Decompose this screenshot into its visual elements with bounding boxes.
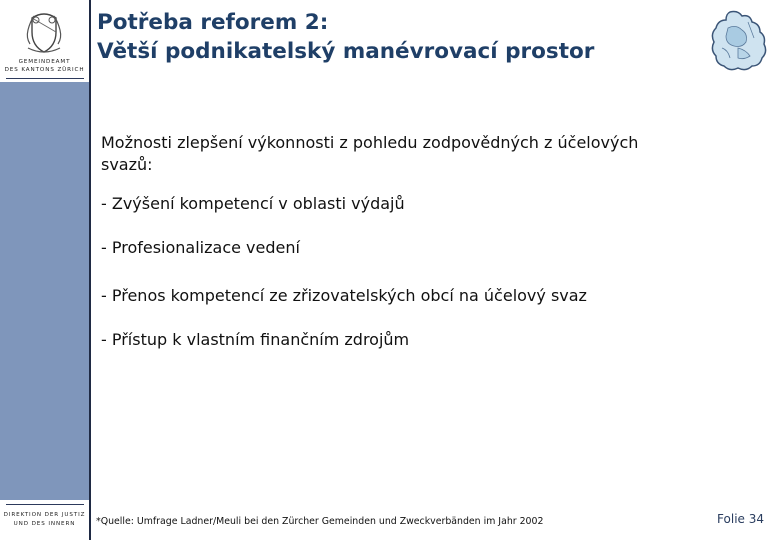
vertical-divider <box>89 0 91 540</box>
org-name-bottom-line2: UND DES INNERN <box>13 521 76 527</box>
bullet-item: - Profesionalizace vedení <box>101 238 300 257</box>
bullet-item: - Přístup k vlastním finančním zdrojům <box>101 330 410 349</box>
org-name-top-line1: GEMEINDEAMT <box>18 59 71 65</box>
intro-text <box>101 132 741 176</box>
org-name-bottom-line1: DIREKTION DER JUSTIZ <box>3 512 86 518</box>
canton-map-icon <box>708 8 770 74</box>
title-line-1: Potřeba reforem 2: <box>97 10 329 35</box>
intro-line-1: Možnosti zlepšení výkonnosti z pohledu zodpovědných z účelových <box>101 133 639 152</box>
bullet-item: - Zvýšení kompetencí v oblasti výdajů <box>101 194 405 213</box>
title-line-2: Větší podnikatelský manévrovací prostor <box>97 39 595 64</box>
slide-number: Folie 34 <box>717 512 764 526</box>
bullet-item: - Přenos kompetencí ze zřizovatelských obcí na účelový svaz <box>101 286 587 305</box>
sidebar-separator-top <box>6 78 84 79</box>
zurich-lion-crest-icon <box>24 12 64 54</box>
main-content <box>101 132 741 349</box>
intro-line-2: svazů: <box>101 155 153 174</box>
org-name-top-line2: DES KANTONS ZÜRICH <box>4 67 85 73</box>
sidebar-footer-area <box>0 500 89 540</box>
sidebar-separator-bottom <box>6 504 84 505</box>
source-footnote: *Quelle: Umfrage Ladner/Meuli bei den Zürcher Gemeinden und Zweckverbänden im Jahr 2002 <box>96 516 544 527</box>
sidebar-logo-area <box>0 0 89 82</box>
page-title <box>97 8 697 66</box>
